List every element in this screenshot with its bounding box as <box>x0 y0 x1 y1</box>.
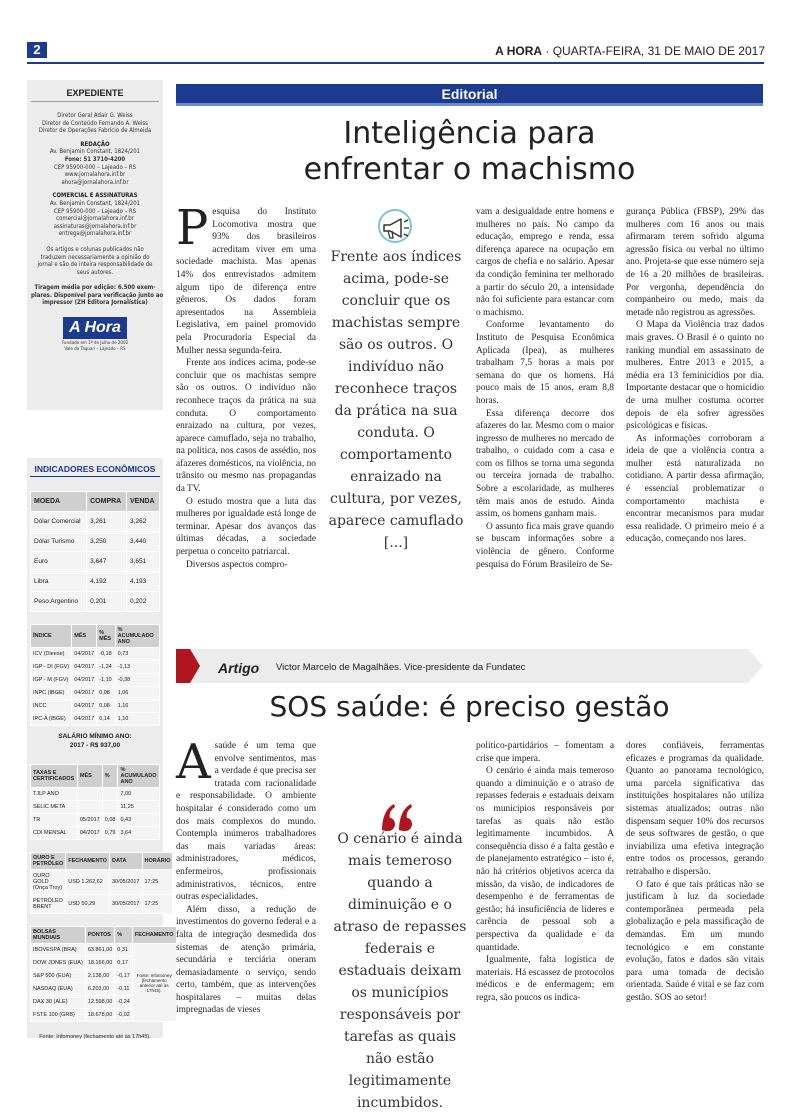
cell: USD 50,29 <box>66 895 110 914</box>
cell: DAX 30 (ALE) <box>31 996 86 1009</box>
cell: 2.138,00 <box>85 970 114 983</box>
cell: -0,18 <box>97 648 116 661</box>
expediente-box <box>27 80 163 410</box>
paragraph: Frente aos índices acima, pode-se concluir que os machistas sempre são os outros. O indivíduo não reconhece traços da prática na sua conduta. O comportamento enraizado na cultura, por vezes, aparece camuflado, seja no trabalho, na política, nos casos de assédio, nos afazeres domésticos, na violência, no trânsito ou mesmo nas propagandas da TV. <box>176 358 316 495</box>
table-row <box>31 648 160 661</box>
cell: Euro <box>31 552 87 572</box>
logo-caption-line: Vale do Taquari – Lajeado – RS <box>64 346 126 352</box>
cell: Dólar Comercial <box>31 512 87 532</box>
cell: IBOVESPA (BRA) <box>31 944 86 957</box>
cell: S&P 500 (EUA) <box>31 970 86 983</box>
cell: 0,17 <box>115 957 133 970</box>
cell: 0,14 <box>97 713 116 726</box>
cell: -1,13 <box>115 661 159 674</box>
cell: INCC <box>31 700 72 713</box>
editorial-pullquote: Frente aos índices acima, pode-se concluir que os machistas sempre são os outros. O indivíduo não reconhece traços da prática na sua conduta. O comportamento enraizado na cultura, por vezes, aparece camuflado [...] <box>328 249 464 551</box>
table-row <box>31 944 177 957</box>
disclaimer <box>31 246 159 276</box>
cell: 0,08 <box>97 687 116 700</box>
cell: 3,647 <box>87 552 127 572</box>
cell: -1,10 <box>97 674 116 687</box>
salario-line: 2017 - R$ 937,00 <box>69 742 121 749</box>
email-link[interactable]: assinaturas@jornalahora.inf.br <box>53 222 137 230</box>
staff-line: Diretor Geral Adair G. Weiss <box>57 112 133 119</box>
table-header-row <box>31 927 177 944</box>
artigo-column-4 <box>626 740 764 1040</box>
column-header: COMPRA <box>87 492 127 512</box>
column-header: % <box>102 765 118 788</box>
paragraph: Além disso, a redução de investimentos do governo federal e a falta de integração desmedida dos sistemas de atenção primária, secundária e terciária oneram demasiadamente o serviço, sendo certo, também, que as intervenções hospitalares – muitas delas impregnadas de vieses <box>176 904 316 1016</box>
disclaimer-line: seus autores. <box>76 268 114 276</box>
cell: USD 1.262,62 <box>66 870 110 895</box>
table-row <box>31 895 173 914</box>
cell: 0,08 <box>97 700 116 713</box>
cell: -0,38 <box>115 674 159 687</box>
edition-date: · QUARTA-FEIRA, 31 DE MAIO DE 2017 <box>545 44 765 58</box>
table-row <box>31 700 160 713</box>
cell: 3,262 <box>127 512 160 532</box>
cell: 04/2017 <box>77 827 102 840</box>
editorial-title <box>176 116 763 188</box>
paragraph: O estudo mostra que a luta das mulheres por igualdade está longe de terminar. Apesar dos avanços das últimas décadas, a sociedade perpetua o conceito patriarcal. <box>176 496 316 558</box>
cell: 04/2017 <box>72 713 97 726</box>
cell: 4,193 <box>127 572 160 592</box>
logo-caption <box>31 341 159 352</box>
cell: 04/2017 <box>72 687 97 700</box>
cell: IGP - DI (FGV) <box>31 661 72 674</box>
cell: TR <box>31 814 78 827</box>
redacao-line: Av. Benjamin Constant, 1824/201 <box>49 148 141 156</box>
cell: 05/2017 <box>77 814 102 827</box>
page-number: 2 <box>27 42 47 58</box>
header-rule <box>27 62 764 64</box>
column-header: FECHAMENTO <box>66 853 110 870</box>
salario-minimo <box>30 732 160 750</box>
table-row <box>31 827 160 840</box>
table-row <box>31 814 160 827</box>
artigo-pullquote: O cenário é ainda mais temeroso quando a diminuição e o atraso de repasses federais e estaduais deixam os municípios responsáveis por tarefas as quais não estão legitimamente incumbidos. <box>333 831 467 1111</box>
paragraph: dores confiáveis, ferramentas eficazes e programas da qualidade. Quanto ao panorama tecnológico, uma parcela significativa das instituições hospitalares não utiliza sistemas atualizados; outras não dispensam sequer 10% dos recursos de seus softwares de gestão, o que inviabiliza uma efetiva integração entre todos os processos, gerando retrabalho e dispersão. <box>626 741 764 877</box>
taxas-table <box>30 764 160 840</box>
column-header: % MÊS <box>97 625 116 648</box>
column-header: MÊS <box>72 625 97 648</box>
cell: 18.166,00 <box>85 957 114 970</box>
tiragem <box>31 284 164 307</box>
table-row <box>31 532 160 552</box>
paragraph: Conforme levantamento do Instituto de Pesquisa Econômica Aplicada (Ipea), as mulheres trabalham 7,5 horas a mais por semana do que os homens. Há pouco mais de 15 anos, eram 8,8 horas. <box>476 320 614 406</box>
table-row <box>31 552 160 572</box>
column-header: % ACUMULADO ANO <box>115 625 159 648</box>
cell: -0,11 <box>115 983 133 996</box>
column-header: PONTOS <box>85 927 114 944</box>
cell: 11,25 <box>118 801 160 814</box>
website-link[interactable]: www.jornalahora.inf.br <box>64 171 126 179</box>
title-line: Inteligência para <box>343 116 596 151</box>
drop-cap: A <box>176 734 211 790</box>
indicadores-box <box>27 458 174 1040</box>
cell: -0,24 <box>115 996 133 1009</box>
table-row <box>31 592 160 612</box>
cell: 1,06 <box>115 687 159 700</box>
column-header: FECHAMENTO <box>132 927 176 944</box>
cell: 1,16 <box>115 700 159 713</box>
tiragem-line: plares. Disponível para verificação junto ao <box>31 291 164 299</box>
cell: 7,00 <box>118 788 160 801</box>
cell: 3,64 <box>118 827 160 840</box>
column-header: HORÁRIO <box>142 853 173 870</box>
artigo-label: Artigo <box>218 660 260 676</box>
cell: 04/2017 <box>72 700 97 713</box>
paragraph: gurança Pública (FBSP), 29% das mulheres com 16 anos ou mais afirmaram terem sofrido alguma agressão física ou verbal no último ano. Projeta-se que esse número seja de 16 a 20 milhões de brasileiras. Por vergonha, dependência do companheiro ou medo, mais da metade não registrou as agressões. <box>626 207 764 318</box>
artigo-title: SOS saúde: é preciso gestão <box>269 690 670 723</box>
column-header: MÊS <box>77 765 102 788</box>
column-header: ÍNDICE <box>31 625 72 648</box>
artigo-column-3 <box>476 740 614 1040</box>
cell: 4,192 <box>87 572 127 592</box>
paragraph: O fato é que tais práticas não se justificam à luz da sociedade contemporânea permeada pela globalização e pela massificação de demandas. Em um mundo tecnológico e em constante evolução, fatos e dados são vitais para uma tomada de decisão orientada. Saúde é vital e se faz com gestão. SOS ao setor! <box>626 879 764 1003</box>
cell: DOW JONES (EUA) <box>31 957 86 970</box>
cell: 3,651 <box>127 552 160 572</box>
ahora-logo: A Hora <box>63 317 127 339</box>
cell: 0,201 <box>87 592 127 612</box>
cell: OURO GOLD (Onça Troy) <box>31 870 66 895</box>
cell: 63.861,00 <box>85 944 114 957</box>
cell: 3,250 <box>87 532 127 552</box>
table-row <box>31 512 160 532</box>
paragraph: esquisa do Instituto Locomotiva mostra que 93% dos brasileiros acreditam viver em uma sociedade machista. Mas apenas 14% dos entrevistados admitem algum tipo de diferença entre gêneros. Os dados foram apresentados na Assembleia Legislativa, em painel promovido pela Procuradoria Especial da Mulher nessa segunda-feira. <box>176 207 316 356</box>
editorial-column-3 <box>476 206 614 634</box>
cell: NASDAQ (EUA) <box>31 983 86 996</box>
paragraph: Diversos aspectos compro- <box>186 559 288 570</box>
cell: 04/2017 <box>72 648 97 661</box>
paragraph: saúde é um tema que envolve sentimentos, mas a verdade é que precisa ser tratada com racionalidade e responsabilidade. O ambiente hospitalar é considerado como um dos mais complexos do mundo. Contempla inúmeros trabalhadores das mais variadas áreas: administradores, médicos, enfermeiros, profissionais administrativos, técnicos, entre outras especialidades. <box>176 741 316 903</box>
cell: 0,73 <box>115 648 159 661</box>
paragraph: vam a desigualdade entre homens e mulheres no país. No campo da educação, emprego e renda, essa diferença aparece na ocupação em cargos de chefia e no salário. Apesar da condição feminina ter melhorado a partir do século 20, a intensidade não foi suficiente para estancar com o machismo. <box>476 207 614 318</box>
cell: CDI MENSAL <box>31 827 78 840</box>
table-row <box>31 674 160 687</box>
cell: SELIC META <box>31 801 78 814</box>
staff-line: Diretor de Conteúdo Fernando A. Weiss <box>42 119 148 127</box>
staff-list <box>31 112 159 135</box>
source-note: Fonte: Infomoney (fechamento até às 17h45). <box>39 1034 151 1040</box>
column-header: OURO E PETRÓLEO <box>31 853 66 870</box>
paragraph: As informações corroboram a ideia de que a violência contra a mulher está naturalizada no cotidiano. A partir dessa afirmação, é essencial problematizar o comportamento machista e encontrar mecanismos para mudar essa realidade. O primeiro meio é a educação, começando nos lares. <box>626 433 764 545</box>
salario-line: SALÁRIO MÍNIMO ANO: <box>58 733 132 740</box>
editorial-column-4 <box>626 206 764 634</box>
disclaimer-line: Os artigos e colunas publicados não <box>46 245 144 253</box>
table-row <box>31 788 160 801</box>
table-row <box>31 661 160 674</box>
email-link[interactable]: ahora@jornalahora.inf.br <box>61 178 129 186</box>
cell: 18.678,00 <box>85 1009 114 1022</box>
paragraph: político-partidários – fomentam a crise que impera. <box>476 741 614 764</box>
cell: IGP - M (FGV) <box>31 674 72 687</box>
column-header: DATA <box>109 853 142 870</box>
indicadores-title: INDICADORES ECONÔMICOS <box>30 464 160 477</box>
column-header: % <box>115 927 133 944</box>
table-header-row <box>31 853 173 870</box>
logo-caption-line: Fundado em 1º de Julho de 2002 <box>61 341 129 347</box>
cell: TJLP ANO <box>31 788 78 801</box>
cell: 17:25 <box>142 895 173 914</box>
table-row <box>31 801 160 814</box>
cell <box>77 801 102 814</box>
editorial-column-1 <box>176 200 316 634</box>
cell: 1,10 <box>115 713 159 726</box>
disclaimer-line: jornal e são de inteira responsabilidade de <box>37 261 153 269</box>
disclaimer-line: traduzem necessariamente a opinião do <box>40 253 150 261</box>
comercial-heading: COMERCIAL E ASSINATURAS <box>52 192 138 200</box>
column-header: VENDA <box>127 492 160 512</box>
email-link[interactable]: comercial@jornalahora.inf.br <box>56 215 134 223</box>
cell: IPC-A (IBGE) <box>31 713 72 726</box>
cell: 30/05/2017 <box>109 870 142 895</box>
indices-table <box>30 624 160 726</box>
column-header: % ACUMULADO ANO <box>118 765 160 788</box>
column-header: TAXAS E CERTIFICADOS <box>31 765 78 788</box>
cell: -0,02 <box>115 1009 133 1022</box>
cell: 04/2017 <box>72 674 97 687</box>
header-brand-date <box>495 44 765 58</box>
artigo-author: Victor Marcelo de Magalhães. Vice-presidente da Fundatec <box>276 662 526 673</box>
redacao-heading: REDAÇÃO <box>80 140 110 148</box>
table-row <box>31 687 160 700</box>
cell: 0,43 <box>118 814 160 827</box>
paragraph: O cenário é ainda mais temeroso quando a diminuição e o atraso de repasses federais e estaduais deixam os municípios responsáveis por tarefas as quais não estão legitimamente incumbidos. A consequência disso é a falta gestão e de planejamento estratégico – isto é, não há critérios objetivos acerca da missão, da visão, de indicadores de desempenho e de ferramentas de gestão; há insuficiência de líderes e carência de pessoal sob a perspectiva da qualidade e da quantidade. <box>476 766 614 953</box>
editorial-label: Editorial <box>441 86 498 102</box>
cell: 3,440 <box>127 532 160 552</box>
cell: 0,08 <box>102 814 118 827</box>
cell: FSTE 100 (GRB) <box>31 1009 86 1022</box>
cell: 6.203,00 <box>85 983 114 996</box>
cell: 0,202 <box>127 592 160 612</box>
table-header-row <box>31 492 160 512</box>
redacao-phone: Fone: 51 3710-4200 <box>64 155 126 163</box>
cell: Libra <box>31 572 87 592</box>
paragraph: O Mapa da Violência traz dados mais graves. O Brasil é o quinto no ranking mundial em assassinato de mulheres. Entre 2013 e 2015, a média era 13 feminicídios por dia. Importante destacar que o homicídio de uma mulher costuma ocorrer depois de ela sofrer agressões psicológicas e físicas. <box>626 320 764 432</box>
cell: 04/2017 <box>72 661 97 674</box>
cell: -0,17 <box>115 970 133 983</box>
column-header: BOLSAS MUNDIAIS <box>31 927 86 944</box>
cell <box>102 788 118 801</box>
cell: INPC (IBGE) <box>31 687 72 700</box>
table-row <box>31 572 160 592</box>
expediente-title: EXPEDIENTE <box>31 88 159 102</box>
cell: Peso Argentino <box>31 592 87 612</box>
comercial-line: Av. Benjamin Constant, 1824/201 <box>49 199 141 207</box>
cell: 12.598,00 <box>85 996 114 1009</box>
table-header-row <box>31 765 160 788</box>
cell: 0,79 <box>102 827 118 840</box>
cell: 30/05/2017 <box>109 895 142 914</box>
drop-cap: P <box>176 200 209 256</box>
ouro-petroleo-table <box>30 852 173 914</box>
moedas-table <box>30 491 160 612</box>
cell: PETRÓLEO BRENT <box>31 895 66 914</box>
column-header: MOEDA <box>31 492 87 512</box>
redacao-line: CEP 95900-000 – Lajeado – RS <box>53 163 137 171</box>
paragraph: Igualmente, falta logística de materiais. Há escassez de protocolos médicos e de enfermagem; em regra, são poucos os indica- <box>476 955 614 1003</box>
staff-line: Diretor de Operações Fabrício de Almeida <box>38 127 152 135</box>
newspaper-name: A HORA <box>495 44 543 58</box>
cell: Dólar Turismo <box>31 532 87 552</box>
table-row <box>31 713 160 726</box>
bolsas-table <box>30 926 177 1022</box>
comercial-line: CEP 95900-000 – Lajeado – RS <box>53 207 137 215</box>
cell: -1,24 <box>97 661 116 674</box>
table-header-row <box>31 625 160 648</box>
paragraph: Essa diferença decorre dos afazeres do lar. Mesmo com o maior ingresso de mulheres no mercado de trabalho, o cuidado com a casa e com os filhos se torna uma segunda ou terceira jornada de trabalho. Sobre a escolaridade, as mulheres têm mais anos de estudo. Ainda assim, os homens ganham mais. <box>476 408 614 520</box>
cell: 0,31 <box>115 944 133 957</box>
cell: 3,261 <box>87 512 127 532</box>
email-link[interactable]: entrega@jornalahora.inf.br <box>58 230 132 238</box>
table-row <box>31 870 173 895</box>
tiragem-line: impressor (ZH Editora Jornalística) <box>42 299 148 307</box>
cell: 17:25 <box>142 870 173 895</box>
title-line: enfrentar o machismo <box>303 152 636 187</box>
cell <box>102 801 118 814</box>
cell <box>77 788 102 801</box>
cell: ICV (Dieese) <box>31 648 72 661</box>
fechamento-note: Fonte: Infomoney (fechamento anterior até às 17h45). <box>132 944 176 1022</box>
paragraph: O assunto fica mais grave quando se buscam informações sobre a violência de gênero. Conforme pesquisa do Fórum Brasileiro de Se- <box>476 521 614 570</box>
tiragem-line: Tiragem média por edição: 6.500 exem- <box>34 284 156 292</box>
artigo-column-1 <box>176 734 316 1040</box>
megaphone-icon <box>375 206 415 246</box>
